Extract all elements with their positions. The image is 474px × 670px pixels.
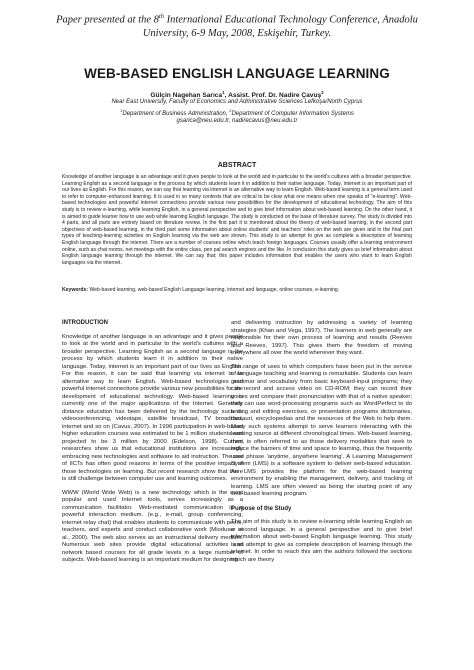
abstract-text: Knowledge of another language is an advantage and it gives people to look at the world and in particular to the world's cultures with a broader perspective. Learning English as a second language is the process by which students learn it in addition to their native language. Today, internet is an important part of our lives as English. For this reason, we can say that learning via internet is an alternative way to learn English. Web-based learning is a general term used to refer to computer-enhanced learning. It is used in so many contexts that are critical to be clear what one means when one speaks of "e-learning". Web-based technologies and powerful internet connections provide various new possibilities for the development of educational technology. The aim of this study is to review e-learning, while learning English, in a general perspective and to give brief information about web-based learning. On the other hand, it is aimed to guide learner how to use web while learning English language. The study is conducted on the base of literature survey. The study is divided into 4 parts, and all parts are entirely based on literature review. In the first part it is mentioned about the theory of web-based learning, in the second part objectives of web-based learning, in the third part some information about online students' and teachers' roles on the web are given and in the final part types of teaching-learning activities on English learning via the web are shown. This study is an attempt to give as complete a description of learning English language through the internet. There are a number of courses online which teach foreign languages. Courses usually offer a learning environment online, such as chat rooms, net meetings with the entire class, pen pal search engines and the like. In conclusion this study gives us brief information about English language learning through the internet. We can say that; this paper includes information that enables the users who want to learn English languages via the internet. xyxy=(62,174,412,266)
author-1: Gülçin Nagehan Sarıca xyxy=(150,92,223,100)
right-paragraph-2: The range of uses to which computers have been put in the service of language teaching and learning is remarkable. Students can learn grammar and vocabulary from basic keyboard-input programs; they can record and access video on CD-ROM; they can record their voices and compare their pronunciation with that of a native speaker; they can use word-processing programs such as WordPerfect to do writing and editing exercises, or presentation programs dictionaries, thesauri, encyclopedias and the resources of the Web to help them. Many such systems attempt to serve learners interacting with the learning source at different chronological times. Web-based learning, then, is often referred to as those delivery modalities that seek to reduce the barriers of time and space to learning, thus the frequently used phrase 'anytime, anywhere learning'. A Learning Management System (LMS) is a software system to deliver web-based education. An LMS provides the platform for the web-based learning environment by enabling the management, delivery, and tracking of learning. LMS are often viewed as being the starting point of any web-based learning program. xyxy=(231,363,412,498)
affiliations xyxy=(30,99,444,126)
aff-dept-1: Department of Business Administration, xyxy=(122,110,230,117)
purpose-heading: Purpose of the Study xyxy=(231,505,292,512)
author-emails: gsarica@neu.edu.tr, nadirecavus@neu.edu.tr xyxy=(176,118,298,125)
keywords xyxy=(62,287,412,294)
keywords-label: Keywords: xyxy=(62,287,89,293)
aff-sup-2: 2 xyxy=(229,107,232,113)
abstract-heading: ABSTRACT xyxy=(217,162,257,169)
right-column xyxy=(231,320,412,570)
right-paragraph-1: and delivering instruction by addressing a variety of learning strategies (Khan and Vega, 1997). The learners in web generally are responsible for their own process of learning and results (Reeves and Reeves, 1997). This gives them the freedom of moving everywhere all over the world whenever they want. xyxy=(231,320,412,356)
keywords-text: Web-based learning, web-based English Language learning, internet and language, online courses, e-learning. xyxy=(88,287,340,293)
intro-paragraph-1: Knowledge of another language is an advantage and it gives people to look at the world and in particular to the world's cultures with a broader perspective. Learning English as a second language is the process by which students learn it in addition to their native language. Today, internet is an important part of our lives as English. For this reason, it can be said that learning via internet is an alternative way to learn English. Web-based technologies and powerful internet connections provide various new possibilities for the development of educational technology. Web-based learning is currently one of the major applications of the Internet. Generally distance education has been delivered by the technology such as videoconferencing, videotape, satellite broadcast, TV broadcast, internet and so on (Cavus, 2007). In 1996 participation in web-based higher education courses was estimated to be 1 million students and projected to be 3 million by 2000 (Edelson, 1998). Current researches show us that educational institutions are increasingly embracing new technologies and software to aid instruction. The use of IICTs has often good reasons in terms of the positive impact of those technologies on learning. But recent research show that there is still challenge between computer use and learning outcomes. xyxy=(62,333,243,482)
aff-sup-1: 1 xyxy=(120,107,123,113)
paper-title: WEB-BASED ENGLISH LANGUAGE LEARNING xyxy=(84,66,390,81)
authors xyxy=(30,90,444,99)
conference-note xyxy=(40,10,434,40)
author-1-sup: 1 xyxy=(222,90,225,95)
conf-prefix: Paper presented at the 8 xyxy=(56,14,159,26)
left-column xyxy=(62,320,243,571)
author-2-sup: 2 xyxy=(321,90,324,95)
author-2: , Assist. Prof. Dr. Nadire Çavuş xyxy=(224,92,322,100)
affiliation-departments xyxy=(30,107,444,119)
conf-superscript: th xyxy=(158,13,164,20)
introduction-heading: INTRODUCTION xyxy=(62,320,108,326)
purpose-paragraph: The aim of this study is to review e-learning while learning English as a second language, in a general perspective and to give brief information about web-based English language learning. This study is an attempt to give as complete description of learning through the internet. In order to reach this aim the authors followed the sections which are theory xyxy=(231,519,412,563)
conf-rest: International Educational Technology Conference, Anadolu University, 6-9 May, 2008, Eskişehir, Turkey. xyxy=(142,14,418,39)
intro-paragraph-2: WWW (World Wide Web) is a new technology which is the most popular and used Internet tools, serves increasingly as a communication facilitator. Web-mediated communication is a powerful interaction medium. (e.g., e-mail, group conferencing, internet relay chat) that enables students to communicate with peers, teachers, and experts and conduct collaborative work (Mioduser et al., 2000). The web also serves as an instructional delivery medium. Numerous web sites provide digital educational activities and network based courses for all grade levels in a large number of subjects. Web-based learning is an important medium for designing xyxy=(62,489,243,564)
affiliation-university: Near East University, Faculty of Economics and Administrative Sciences Lefkoşa/North Cyprus xyxy=(111,99,363,105)
aff-dept-2: Department of Computer Information Systems xyxy=(231,110,354,117)
